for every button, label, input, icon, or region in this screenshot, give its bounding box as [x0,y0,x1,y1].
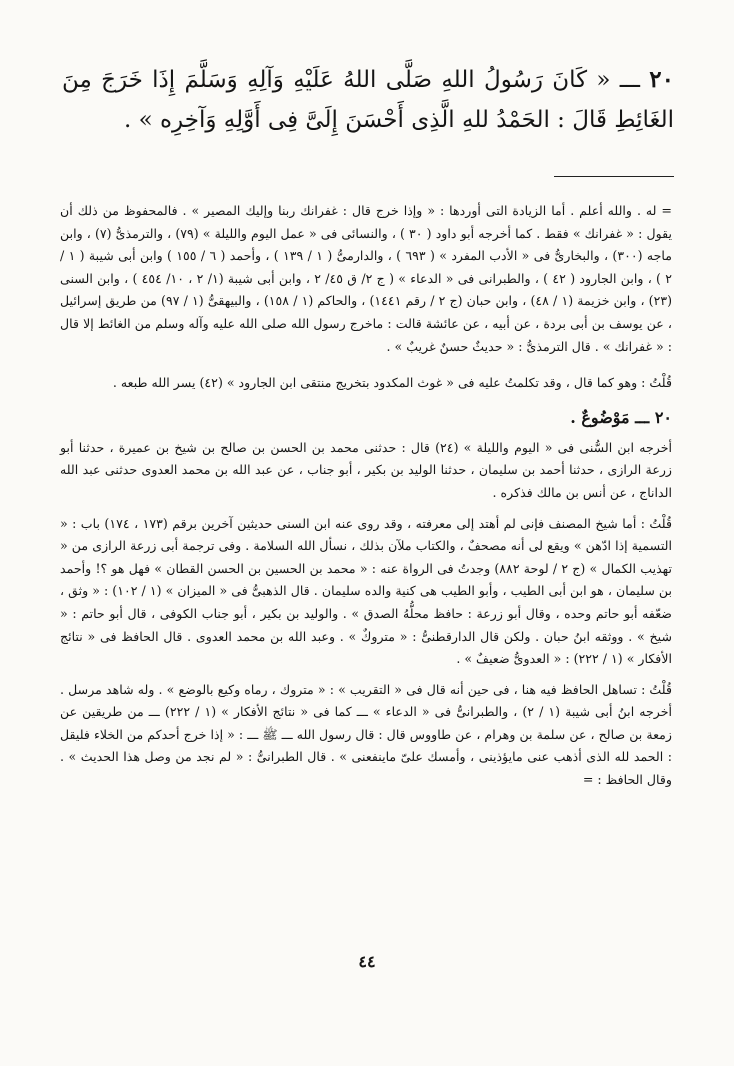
footnote-paragraph-1: = له . والله أعلم . أما الزيادة التى أوردها : « وإذا خرج قال : غفرانك ربنا وإليك المصير » . فالمحفوظ من ذلك أن يقول : « غفرانك » فقط . كما أخرجه أبو داود ( ٣٠ ) ، والنسائى فى « عمل اليوم والليلة » (٧٩) ، والترمذىُّ (٧) ، وابن ماجه (٣٠٠) ، والبخارىُّ فى « الأدب المفرد » ( ٦٩٣ ) ، والدارمىُّ ( ١ / ١٣٩ ) ، وأحمد ( ٦ / ١٥٥ ) وابن أبى شيبة ( ١ / ٢ ) ، وابن الجارود ( ٤٢ ) ، والطبرانى فى « الدعاء » ( ج ٢/ ق ٤٥/ ٢ ، وابن أبى شيبة (١/ ٢ ، ١٠/ ٤٥٤ ) ، وابن السنى (٢٣) ، وابن خزيمة (١ / ٤٨) ، وابن حبان (ج ٢ / رقم ١٤٤١) ، والحاكم (١ / ١٥٨) ، والبيهقىُّ (١ / ٩٧) من طريق إسرائيل ، عن يوسف بن أبى بردة ، عن أبيه ، عن عائشة قالت : ماخرج رسول الله صلى الله عليه وآله وسلم من الغائط إلا قال : « غفرانك » . قال الترمذىُّ : « حديثٌ حسنٌ غريبٌ » . [60,203,673,354]
footnote-separator [554,176,674,177]
hadith-number: ٢٠ [649,66,674,93]
commentary-paragraph-3: قُلْتُ : تساهل الحافظ فيه هنا ، فى حين أنه قال فى « التقريب » : « متروك ، رماه وكيع بالوضع » . وله شاهد مرسل . أخرجه ابنُ أبى شيبة (١ / ٢) ، والطبرانىُّ فى « الدعاء » ـــ كما فى « نتائج الأفكار » (١ / ٢٢٢) ـــ من طريقين عن زمعة بن صالح ، عن سلمة بن وهرام ، عن طاووس قال : قال رسول الله ـــ ﷺ ـــ : « إذا خرج أحدكم من الخلاء فليقل : الحمد لله الذى أذهب عنى مايؤذينى ، وأمسك علىّ ماينفعنى » . قال الطبرانىُّ : « لم نجد من وصل هذا الحديث » . وقال الحافظ : = [60,681,672,788]
commentary-paragraph-1: أخرجه ابن السُّنى فى « اليوم والليلة » (٢٤) قال : حدثنى محمد بن الحسن بن صالح بن شيخ بن عميرة ، حدثنا أبو زرعة الرازى ، حدثنا أحمد بن سليمان ، حدثنا الوليد بن بكير ، أبو جناب ، عن عبد الله بن محمد العدوى حدثنى عبد الله الداناج ، عن أنس بن مالك فذكره . [60,439,672,500]
hadith-body: « كَانَ رَسُولُ اللهِ صَلَّى اللهُ عَلَيْهِ وَآلِهِ وَسَلَّمَ إِذَا خَرَجَ مِنَ الغَائِطِ قَالَ : الحَمْدُ للهِ الَّذِى أَحْسَنَ إِلَىَّ فِى أَوَّلِهِ وَآخِرِه » . [62,67,674,133]
section-heading: ٢٠ ـــ مَوْضُوعٌ . [570,407,672,427]
commentary-paragraph-2: قُلْتُ : أما شيخ المصنف فإنى لم أهتد إلى معرفته ، وقد روى عنه ابن السنى حديثين آخرين برقم (١٧٣ ، ١٧٤) باب : « التسمية إذا ادّهن » ويقع لى أنه مصحفٌ ، والكتاب ملآن بذلك ، نسأل الله السلامة . وفى ترجمة أبى زرعة الرازى من « تهذيب الكمال » (ج ٢ / لوحة ٨٨٢) وجدتُ فى الرواة عنه : « محمد بن الحسين بن الحسن القطان » فهل هو ؟! وأحمد بن سليمان ، هو ابن أبى الطيب ، وأبو الطيب هى كنية والده سليمان . قال الذهبىُّ فى « الميزان » (١ / ١٠٢) : « وثق ، ضعّفه أبو حاتم وحده ، وقال أبو زرعة : حافظ محلُّهُ الصدق » . والوليد بن بكير ، أبو جناب الكوفى ، قال أبو حاتم : « شيخ » . ووثقه ابنُ حبان . ولكن قال الدارقطنىُّ : « متروكٌ » . وعبد الله بن محمد العدوى . قال الحافظ فى « نتائج الأفكار » (١ / ٢٢٢) : « العدوىُّ ضعيفٌ » . [60,515,673,667]
hadith-text [62,60,674,140]
footnotes [60,200,672,792]
page-number: ٤٤ [358,952,376,971]
hadith-dash: ـــ [619,67,640,93]
footnote-paragraph-2: قُلْتُ : وهو كما قال ، وقد تكلمتُ عليه فى « غوث المكدود بتخريج منتقى ابن الجارود » (٤٢) يسر الله طبعه . [112,375,672,391]
